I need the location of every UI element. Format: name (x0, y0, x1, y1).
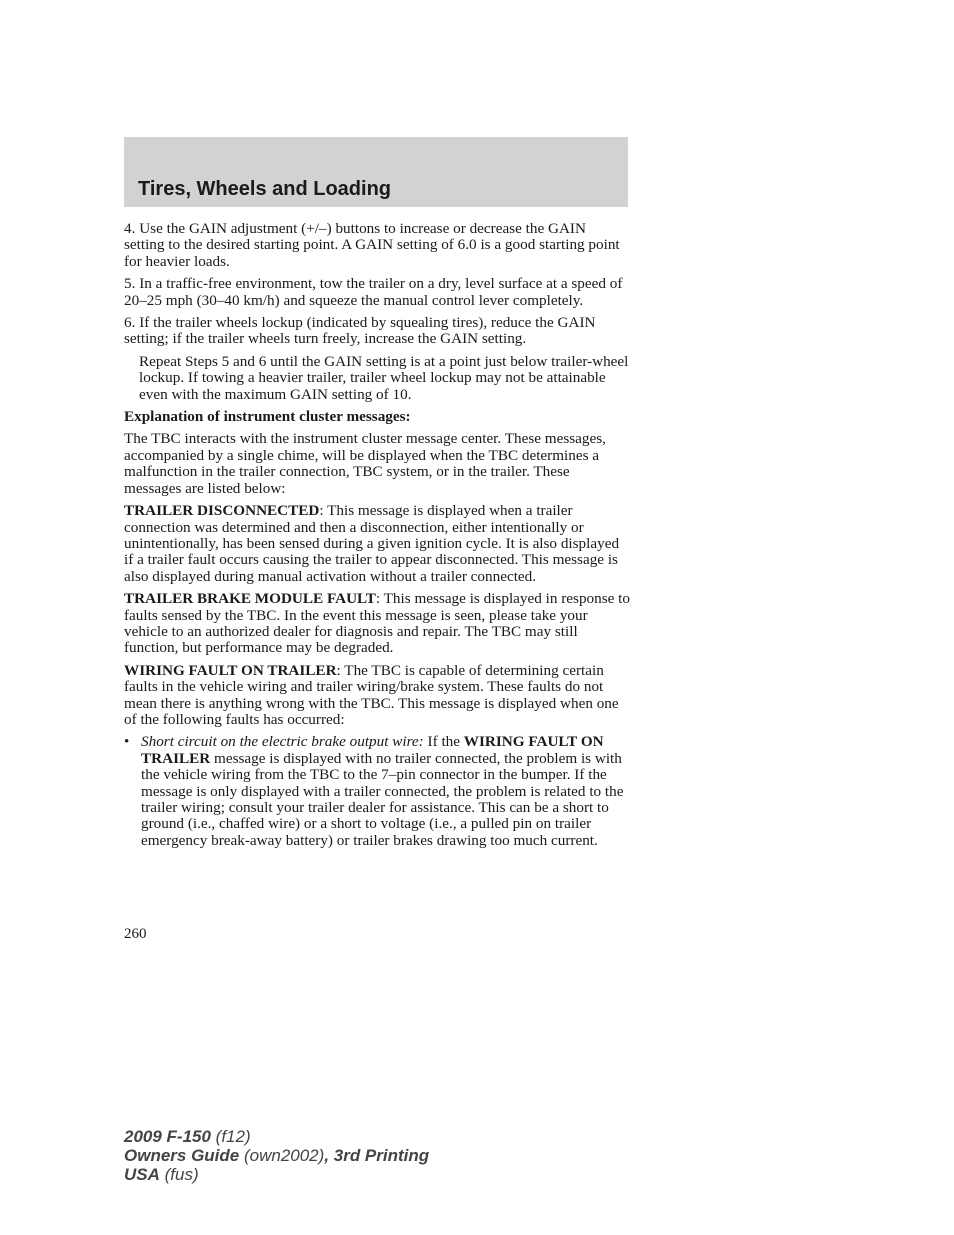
module-fault-paragraph (124, 591, 630, 657)
wiring-fault-term: WIRING FAULT ON TRAILER (124, 661, 337, 679)
bullet-pre: If the (423, 733, 464, 751)
wiring-fault-text: : The TBC is capable of determining certain faults in the vehicle wiring and trailer wiring/brake system. These faults do not mean there is anything wrong with the TBC. This message is displayed when one of the following faults has occurred: (124, 661, 619, 728)
footer-model: 2009 F-150 (124, 1127, 211, 1146)
bullet-body: message is displayed with no trailer connected, the problem is with the vehicle wiring from the TBC to the 7–pin connector in the bumper. If the message is only displayed with a trailer connected, the problem is related to the trailer wiring; consult your trailer dealer for assistance. This can be a short to ground (i.e., chaffed wire) or a short to voltage (i.e., a pulled pin on trailer emergency break-away battery) or trailer brakes drawing too much current. (141, 749, 624, 849)
module-fault-term: TRAILER BRAKE MODULE FAULT (124, 590, 376, 608)
bullet-text (141, 734, 630, 849)
module-fault-text: : This message is displayed in response to faults sensed by the TBC. In the event this message is seen, please take your vehicle to an authorized dealer for diagnosis and repair. The TBC may still function, but performance may be degraded. (124, 590, 630, 657)
bullet-lead: Short circuit on the electric brake output wire: (141, 733, 424, 751)
footer-line-guide (124, 1146, 429, 1165)
footer-model-code: (f12) (210, 1127, 251, 1146)
step-5: 5. In a traffic-free environment, tow the trailer on a dry, level surface at a speed of 20–25 mph (30–40 km/h) and squeeze the manual control lever completely. (124, 275, 623, 309)
document-footer (124, 1127, 429, 1184)
trailer-disconnected-term: TRAILER DISCONNECTED (124, 502, 320, 520)
page-number: 260 (124, 926, 147, 942)
messages-heading: Explanation of instrument cluster messages: (124, 408, 411, 426)
wiring-fault-paragraph (124, 663, 630, 729)
bullet-icon: • (124, 733, 130, 751)
repeat-note: Repeat Steps 5 and 6 until the GAIN setting is at a point just below trailer-wheel lockup. If towing a heavier trailer, trailer wheel lockup may not be attainable even with the maximum GAIN setting of 10. (139, 352, 629, 403)
trailer-disconnected-text: : This message is displayed when a trailer connection was determined and then a disconnection, either intentionally or unintentionally, has been sensed during a given ignition cycle. It is also displayed if a trailer fault occurs causing the trailer to appear disconnected. This message is also displayed during manual activation without a trailer connected. (124, 502, 620, 585)
section-title: Tires, Wheels and Loading (138, 178, 392, 200)
bullet-term: WIRING FAULT ON TRAILER (141, 733, 604, 767)
footer-guide: Owners Guide (124, 1146, 240, 1165)
footer-line-region (124, 1165, 429, 1184)
footer-line-model (124, 1127, 429, 1146)
footer-region: USA (124, 1165, 160, 1184)
footer-printing: , 3rd Printing (324, 1146, 430, 1165)
section-header-band (124, 137, 628, 207)
step-6: 6. If the trailer wheels lockup (indicated by squealing tires), reduce the GAIN setting; if the trailer wheels turn freely, increase the GAIN setting. (124, 314, 596, 348)
page-content (124, 221, 630, 855)
footer-region-code: (fus) (159, 1165, 199, 1184)
trailer-disconnected-paragraph (124, 503, 630, 585)
footer-guide-code: (own2002) (239, 1146, 325, 1165)
messages-intro: The TBC interacts with the instrument cluster message center. These messages, accompanied by a single chime, will be displayed when the TBC determines a malfunction in the trailer connection, TBC system, or in the trailer. These messages are listed below: (124, 430, 606, 497)
step-4: 4. Use the GAIN adjustment (+/–) buttons to increase or decrease the GAIN setting to the desired starting point. A GAIN setting of 6.0 is a good starting point for heavier loads. (124, 220, 620, 270)
list-item (124, 734, 630, 849)
